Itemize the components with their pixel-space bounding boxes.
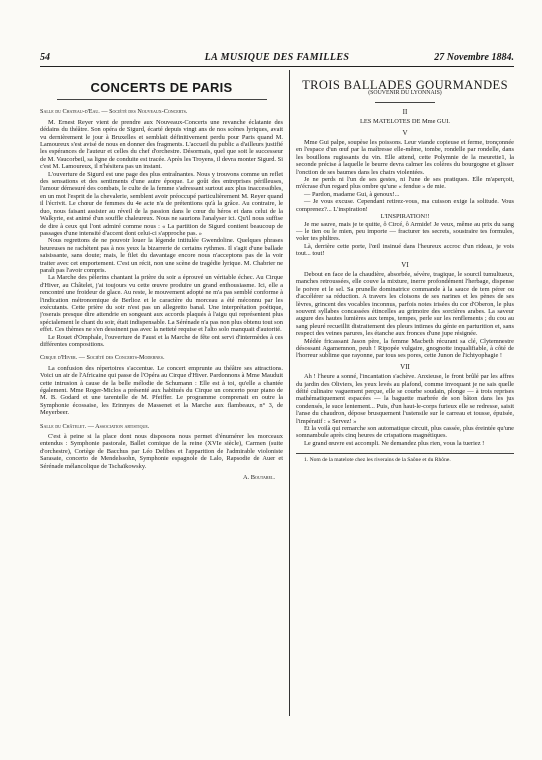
page-header bbox=[40, 52, 514, 66]
paragraph: Médée fricassant Jason père, la femme Macbeth récurant sa clé, Clytemnestre désossant Agamemnon, peuh ! Ripopée vulgaire, gnognotte inqualifiable, à côté de l'horreur sublime que rayonne, par tous ses pores, cette Junon de l'ichtyophagie ! bbox=[296, 337, 514, 360]
paragraph: L'ouverture de Sigurd est une page des plus entraînantes. Nous y trouvons comme un reflet des sensations et des sentiments d'une autre époque. Le goût des entreprises périlleuses, l'amour démesuré des combats, le culte de la femme s'adressant surtout aux plus inaccessibles, en un mot l'esprit de la chevalerie, semblent avoir préoccupé particulièrement M. Reyer quand il l'écrivit. Le chœur de femmes du 4e acte n'a de prétentions qu'à la grâce. Au contraire, le duo, nous faisant assister au réveil de la passion dans le cœur du héros et dans celui de la Walkyrie, est animé d'un souffle chaleureux. Nous ne saurions l'analyser ici. Qu'il nous suffise de dire à ceux qui l'ont admiré comme nous : « La partition de Sigurd contient beaucoup de passages d'une intensité d'accent dont celui-ci s'approche pas. » bbox=[40, 170, 283, 237]
paragraph: Ah ! l'heure a sonné, l'incantation s'achève. Anxieuse, le front brûlé par les affres du jardin des Oliviers, les yeux levés au plafond, comme invoquant je ne sais quelle déité culinaire vaguement perçue, elle se courbe soudain, plonge — à trois reprises mathématiquement espacées — la baguette marbrée de son bâton dans les jus condensés, le suce lentement... Puis, d'un haut-le-corps furieux elle se redresse, saisit l'anse du chaudron, dépose brusquement l'ustensile sur le carreau et tousse, épuisée, l'impératif : « Servez! » bbox=[296, 373, 514, 425]
paragraph: M. Ernest Reyer vient de prendre aux Nouveaux-Concerts une revanche éclatante des dédains du théâtre. Son opéra de Sigurd, écarté depuis vingt ans de nos scènes lyriques, avait vu dernièrement le jour à Bruxelles et semblait définitivement perdu pour Paris quand M. Lamoureux s'est avisé de nous en donner des fragments. L'accueil du public a d'ailleurs justifié les espérances de l'auteur et celles du chef d'orchestre. Désormais, quel que soit le successeur de M. Vaucorbeil, sa ligne de conduite est tracée. Après les Troyens, il devra monter Sigurd. Si c'est M. Lamoureux, il n'hésitera pas un instant. bbox=[40, 118, 283, 171]
footnote: 1. Nom de la matelote chez les riverains de la Saône et du Rhône. bbox=[296, 453, 514, 464]
publication-title: LA MUSIQUE DES FAMILLES bbox=[204, 52, 350, 63]
part-number-vii: VII bbox=[400, 362, 410, 371]
left-article-title: CONCERTS DE PARIS bbox=[57, 84, 267, 100]
right-article-title: TROIS BALLADES GOURMANDES bbox=[302, 78, 508, 92]
section-heading-chateau-deau: Salle du Chateau-d'Eau. — Société des Nouveaux-Concerts. bbox=[40, 108, 188, 116]
issue-date: 27 Novembre 1884. bbox=[434, 52, 514, 63]
paragraph: La confusion des répertoires s'accentue. Le concert emprunte au théâtre ses attractions. Voici un air de l'Africaine qui passe de l'Opéra au Cirque d'Hiver. Pardonnons à Mme Mauduit cette intrusion à cause de la belle mélodie de Schumann : Elle est à toi, qu'elle a chantée également. Mme Roger-Miclos a présenté aux habitués du Cirque un concerto pour piano de M. B. Godard et une tarentelle de M. Pfeiffer. Le programme comprenait en outre la Symphonie écossaise, les Erinnyes de Massenet et la Marche aux flambeaux, n° 3, de Meyerbeer. bbox=[40, 364, 283, 417]
right-column bbox=[296, 72, 514, 742]
chapter-number: II bbox=[402, 107, 408, 116]
right-article-subtitle: (SOUVENIR DU LYONNAIS) bbox=[368, 90, 442, 97]
paragraph: Le Rouet d'Omphale, l'ouverture de Faust et la Marche de fête ont servi d'intermèdes à ces différentes compositions. bbox=[40, 333, 283, 348]
paragraph: Et la voilà qui remarche son automatique circuit, plus cassée, plus éreintée qu'une somnambule après cinq heures de crispations magnétiques. bbox=[296, 425, 514, 440]
paragraph: La Marche des pèlerins chantant la prière du soir a éprouvé un véritable échec. Au Cirque d'Hiver, au Châtelet, j'ai toujours vu cette œuvre produire un grand enthousiasme. Ici, elle a rencontré une froideur de glace. Au reste, le mouvement adopté ne m'a pas semblé conforme à l'indication métronomique de Berlioz et le caractère du morceau a été méconnu par les exécutants. Cette prière du soir n'est pas un allegretto banal. Une interprétation poétique, j'oserais presque dire attendrie en songeant aux accords plaqués à l'aigu qui représentent plus spécialement le chant du soir, était indispensable. La Sérénade n'a pas non plus obtenu tout son effet. Ces thèmes ne s'en dessinent pas avec la netteté requise et l'alto solo manquait d'autorité. bbox=[40, 274, 283, 334]
section-heading-cirque-dhiver: Cirque d'Hiver. — Société des Concerts-Modernes. bbox=[40, 354, 165, 362]
section-cirque-dhiver bbox=[40, 365, 283, 417]
author-signature: A. Boutarel. bbox=[242, 474, 275, 482]
section-chateau-deau bbox=[40, 119, 283, 349]
paragraph: Nous regrettons de ne pouvoir louer la légende intitulée Gwendoline. Quelques phrases heureuses ne rachètent pas à nos yeux la bizarrerie de certains rythmes. Il s'agit d'une ballade saisissante, sans doute; mais, le filet du davantage encore nous n'acceptons pas de la voir traiter avec cet emportement. C'est un récit, non une scène de tragédie lyrique. M. Chabrier ne paraît pas l'avoir compris. bbox=[40, 237, 283, 274]
paragraph: Je ne perds ni l'un de ses gestes, ni l'une de ses pratiques. Elle m'aperçoit, m'écrase d'un regard plus ombre qu'une « fendue » de mie. bbox=[296, 176, 514, 191]
left-column bbox=[40, 72, 283, 732]
section-chatelet bbox=[40, 433, 283, 470]
section-heading-chatelet: Salle du Châtelet. — Association artistique. bbox=[40, 422, 150, 430]
title-rule bbox=[375, 102, 435, 103]
page-number: 54 bbox=[40, 52, 50, 63]
paragraph: Le grand œuvre est accompli. Ne demandez plus rien, vous la tueriez ! bbox=[304, 439, 485, 447]
paragraph: Debout en face de la chaudière, absorbée, sévère, tragique, le sourcil tumultueux, manches retroussées, elle couve la mixture, inerre profondément l'herbage, dispense le poivre et le sel. Sa prunelle dominatrice commande à la sauce de tem pérer ou d'accélérer sa réduction. A travers les cloisons de ses narines et les pènes de ses lèvres, grincent des vocables inconnus, parfois notes irisées du cor d'Oberon, le plus souvent syllabes concassées étincelles au grimoire des sorcières arabes. La saveur augure des hautes lumières aux temps, tempes, perle sur les renflements ; du cou au sang pleuré recueillit distraitement des pleurs intimes du génie en parturition et, sans respect des veines parures, les étanche aux fronces d'une jupe résignée. bbox=[296, 270, 514, 338]
part-number-vi: VI bbox=[401, 260, 409, 269]
paragraph: Là, derrière cette porte, l'œil insinué dans l'heureux accroc d'un rideau, je vois tout... tout! bbox=[296, 242, 514, 258]
chapter-title: LES MATELOTES DE Mme GUI. bbox=[360, 118, 450, 126]
paragraph: L'INSPIRATION!! bbox=[380, 213, 430, 221]
paragraph: — Pardon, madame Gui, à genoux!... bbox=[304, 190, 400, 198]
paragraph: Mme Gui palpe, soupèse les poissons. Leur viande copieuse et ferme, tronçonnée en l'espace d'un œuf par la maîtresse elle-même, tombe, rondelle par rondelle, dans les bouillons rugissants du vin. Elle attend, cette Polymnie de la meurette1, la seconde précise à laquelle le beurre devra calmer les colères du bourgogne et glisser l'onction de ses baumes dans les chairs violentées. bbox=[296, 139, 514, 176]
paragraph: C'est à peine si la place dont nous disposons nous permet d'énumérer les morceaux entendus : Symphonie pastorale, Ballet comique de la reine (XVIe siècle), Carmen (suite d'orchestre), Cortège de Bacchus par Léo Delibes et l'apparition de l'admirable violoniste Sarasate, concerto de Mendelssohn, Symphonie espagnole de Lalo, Rapsodie de Auer et Sérénade mélancolique de Tschaïkowsky. bbox=[40, 433, 283, 470]
paragraph: — Je vous excuse. Cependant retirez-vous, ma cuisson exige la solitude. Vous comprenez?... L'inspiration! bbox=[296, 198, 514, 213]
column-divider bbox=[289, 70, 290, 716]
header-rule bbox=[40, 66, 514, 67]
part-number-v: V bbox=[402, 128, 408, 137]
paragraph: Je me sauve, mais je te quitte, ô Circé, ô Armide! Je veux, même au prix du sang — le tien ou le mien, peu importe — fracturer tes secrets, soustraire tes formules, voler tes philtres. bbox=[296, 220, 514, 243]
